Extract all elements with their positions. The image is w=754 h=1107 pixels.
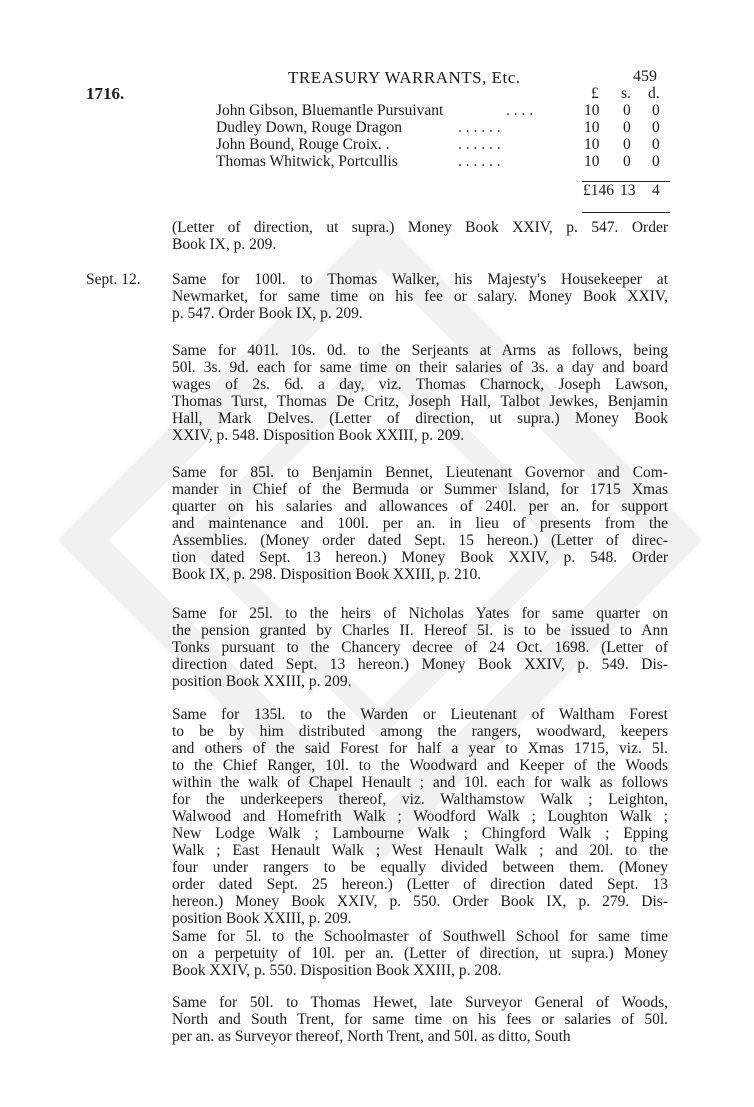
leader-dots: . . . . . . — [458, 136, 501, 153]
text-line: Same for 25l. to the heirs of Nicholas Yates for same quarter on — [172, 605, 668, 622]
pounds-value: 10 — [584, 119, 600, 136]
text-line: Same for 100l. to Thomas Walker, his Majesty's Housekeeper at — [172, 271, 668, 288]
text-line: (Letter of direction, ut supra.) Money Book XXIV, p. 547. Order — [172, 219, 668, 236]
paragraph — [172, 928, 668, 979]
shillings-column-header: s. — [621, 85, 631, 102]
text-line: Walk ; East Henault Walk ; West Henault Walk ; and 20l. to the — [172, 842, 668, 859]
shillings-value: 0 — [623, 153, 631, 170]
text-line: Walwood and Homefrith Walk ; Woodford Walk ; Loughton Walk ; — [172, 808, 668, 825]
text-line: hereon.) Money Book XXIV, p. 550. Order Book IX, p. 279. Dis- — [172, 893, 668, 910]
paragraph — [172, 342, 668, 444]
text-line: position Book XXIII, p. 209. — [172, 910, 352, 927]
text-line: Tonks pursuant to the Chancery decree of 24 Oct. 1698. (Letter of — [172, 639, 668, 656]
leader-dots: . . . . — [506, 102, 534, 119]
text-line: 50l. 3s. 9d. each for same time on their salaries of 3s. a day and board — [172, 359, 668, 376]
text-line: Same for 50l. to Thomas Hewet, late Surveyor General of Woods, — [172, 994, 668, 1011]
text-line: tion dated Sept. 13 hereon.) Money Book XXIV, p. 548. Order — [172, 549, 668, 566]
pence-column-header: d. — [648, 85, 660, 102]
pence-value: 0 — [652, 136, 660, 153]
table-row — [216, 153, 676, 170]
text-line: the pension granted by Charles II. Hereof 5l. is to be issued to Ann — [172, 622, 668, 639]
pounds-column-header: £ — [591, 85, 599, 102]
text-line: on a perpetuity of 10l. per an. (Letter of direction, ut supra.) Money — [172, 945, 668, 962]
pounds-value: 10 — [584, 102, 600, 119]
text-line: within the walk of Chapel Henault ; and 10l. each for walk as follows — [172, 774, 668, 791]
total-row — [216, 182, 676, 200]
table-row — [216, 119, 676, 136]
leader-dots: . . . . . . — [458, 153, 501, 170]
text-line: North and South Trent, for same time on his fees or salaries of 50l. — [172, 1011, 668, 1028]
total-pounds: £146 — [583, 182, 614, 199]
page-number: 459 — [633, 68, 657, 85]
payee-name: Dudley Down, Rouge Dragon — [216, 119, 402, 136]
text-line: for the underkeepers thereof, viz. Walthamstow Walk ; Leighton, — [172, 791, 668, 808]
text-line: Same for 135l. to the Warden or Lieutenant of Waltham Forest — [172, 706, 668, 723]
pounds-value: 10 — [584, 136, 600, 153]
text-line: per an. as Surveyor thereof, North Trent, and 50l. as ditto, South — [172, 1028, 571, 1045]
text-line: p. 547. Order Book IX, p. 209. — [172, 305, 363, 322]
text-line: to be by him distributed among the rangers, woodward, keepers — [172, 723, 668, 740]
text-line: Same for 85l. to Benjamin Bennet, Lieutenant Governor and Com- — [172, 464, 668, 481]
paragraph — [172, 219, 668, 253]
margin-date: Sept. 12. — [86, 271, 141, 288]
text-line: Hall, Mark Delves. (Letter of direction, ut supra.) Money Book — [172, 410, 668, 427]
table-row — [216, 136, 676, 153]
text-line: Book IX, p. 209. — [172, 236, 277, 253]
payee-name: Thomas Whitwick, Portcullis — [216, 153, 398, 170]
text-line: Same for 401l. 10s. 0d. to the Serjeants at Arms as follows, being — [172, 342, 668, 359]
paragraph — [172, 271, 668, 322]
text-line: mander in Chief of the Bermuda or Summer Island, for 1715 Xmas — [172, 481, 668, 498]
text-line: and maintenance and 100l. per an. in lieu of presents from the — [172, 515, 668, 532]
total-pence: 4 — [652, 182, 660, 199]
shillings-value: 0 — [623, 119, 631, 136]
pence-value: 0 — [652, 119, 660, 136]
text-line: and others of the said Forest for half a year to Xmas 1715, viz. 5l. — [172, 740, 668, 757]
payee-name: John Gibson, Bluemantle Pursuivant — [216, 102, 444, 119]
text-line: New Lodge Walk ; Lambourne Walk ; Chingford Walk ; Epping — [172, 825, 668, 842]
paragraph — [172, 464, 668, 583]
payment-table — [216, 85, 676, 200]
paragraph — [172, 994, 668, 1045]
text-line: wages of 2s. 6d. a day, viz. Thomas Charnock, Joseph Lawson, — [172, 376, 668, 393]
text-line: to the Chief Ranger, 10l. to the Woodward and Keeper of the Woods — [172, 757, 668, 774]
text-line: direction dated Sept. 13 hereon.) Money Book XXIV, p. 549. Dis- — [172, 656, 668, 673]
shillings-value: 0 — [623, 136, 631, 153]
pounds-value: 10 — [584, 153, 600, 170]
pence-value: 0 — [652, 102, 660, 119]
running-head: TREASURY WARRANTS, Etc. — [288, 68, 521, 87]
text-line: Thomas Turst, Thomas De Critz, Joseph Hall, Talbot Jewkes, Benjamin — [172, 393, 668, 410]
paragraph — [172, 706, 668, 927]
pence-value: 0 — [652, 153, 660, 170]
total-shillings: 13 — [620, 182, 636, 199]
text-line: Newmarket, for same time on his fee or salary. Money Book XXIV, — [172, 288, 668, 305]
leader-dots: . . . . . . — [458, 119, 501, 136]
text-line: quarter on his salaries and allowances of 240l. per an. for support — [172, 498, 668, 515]
text-line: Same for 5l. to the Schoolmaster of Southwell School for same time — [172, 928, 668, 945]
payee-name: John Bound, Rouge Croix. . — [216, 136, 390, 153]
text-line: order dated Sept. 25 hereon.) (Letter of direction dated Sept. 13 — [172, 876, 668, 893]
text-line: Book XXIV, p. 550. Disposition Book XXIII, p. 208. — [172, 962, 502, 979]
shillings-value: 0 — [623, 102, 631, 119]
currency-header — [216, 85, 676, 102]
text-line: Assemblies. (Money order dated Sept. 15 hereon.) (Letter of direc- — [172, 532, 668, 549]
text-line: XXIV, p. 548. Disposition Book XXIII, p. 209. — [172, 427, 465, 444]
paragraph — [172, 605, 668, 690]
table-row — [216, 102, 676, 119]
text-line: position Book XXIII, p. 209. — [172, 673, 352, 690]
margin-year: 1716. — [86, 84, 125, 103]
text-line: four under rangers to be equally divided between them. (Money — [172, 859, 668, 876]
text-line: Book IX, p. 298. Disposition Book XXIII, p. 210. — [172, 566, 482, 583]
total-rule-bottom — [582, 212, 670, 213]
